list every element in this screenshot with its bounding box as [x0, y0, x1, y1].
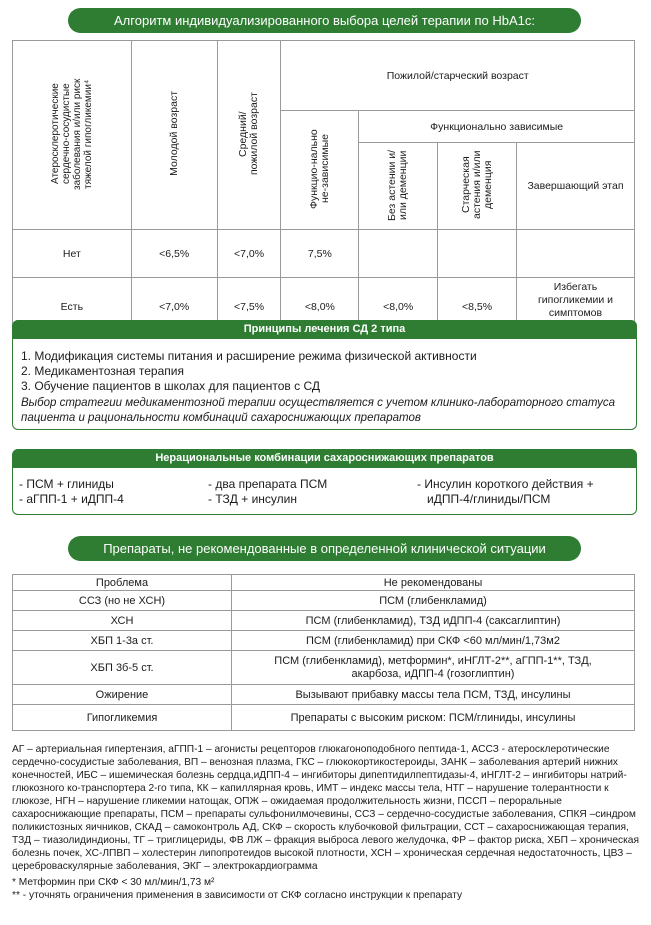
irrational-title: Нерациональные комбинации сахароснижающих препаратов: [13, 449, 636, 468]
cell-drugs: Вызывают прибавку массы тела ПСМ, ТЗД, инсулины: [232, 685, 635, 705]
cell-middle: <7,5%: [217, 278, 281, 336]
row-label: Нет: [13, 230, 132, 278]
list-item: - два препарата ПСМ: [208, 477, 328, 491]
header-middle: [217, 41, 281, 230]
irrational-col2: [208, 477, 327, 507]
header-func-indep-text: Функцио-нально не-зависимые: [307, 128, 331, 209]
cell-final: [516, 230, 634, 278]
principles-note: Выбор стратегии медикаментозной терапии осуществляется с учетом клинико-лабораторного статуса пациента и рациональности комбинаций сахароснижающих препаратов: [21, 397, 616, 424]
list-item: - Инсулин короткого действия +: [417, 477, 594, 491]
header-no-asthenia: [359, 143, 438, 230]
not-recommended-table: [12, 574, 635, 731]
header-func-indep: [281, 111, 359, 230]
cell-drugs: ПСМ (глибенкламид), ТЗД иДПП-4 (саксаглиптин): [232, 611, 635, 631]
cell-no-asthenia: [359, 230, 438, 278]
cell-drugs: Препараты с высоким риском: ПСМ/глиниды, инсулины: [232, 705, 635, 731]
cell-young: <6,5%: [131, 230, 217, 278]
algorithm-title: [68, 8, 581, 33]
cell-problem: Гипогликемия: [13, 705, 232, 731]
footnotes: [12, 743, 640, 902]
cell-func-indep: 7,5%: [281, 230, 359, 278]
cell-problem: ХБП 3б-5 ст.: [13, 651, 232, 685]
list-item: - ТЗД + инсулин: [208, 492, 297, 506]
header-final: Завершающий этап: [516, 143, 634, 230]
cell-drugs: ПСМ (глибенкламид) при СКФ <60 мл/мин/1,73м2: [232, 631, 635, 651]
cell-problem: ХБП 1-3а ст.: [13, 631, 232, 651]
table-row: [13, 685, 635, 705]
not-recommended-title: [68, 536, 581, 561]
header-elderly: Пожилой/старческий возраст: [281, 41, 635, 111]
header-young: [131, 41, 217, 230]
abbreviations-text: АГ – артериальная гипертензия, аГПП-1 – агонисты рецепторов глюкагоноподобного пептида-1, АССЗ - атеросклеротические сердечно-сосудистые заболевания, ВП – венозная плазма, ГКС – глюкокортикостероиды, ЗАНК – заболевания артерий нижних конечностей, ИБС – ишемическая болезнь сердца,иДПП-4 – ингибиторы дипептидилпептидазы-4, иНГЛТ-2 – ингибиторы натрий-глюкозного ко-транспортера 2-го типа, КК – капиллярная кровь, ИМТ – индекс массы тела, НТГ – нарушение толерантности к глюкозе, НГН – нарушение гликемии натощак, ОПЖ – ожидаемая продолжительность жизни, ПССП – пероральные сахароснижающие препараты, ПСМ – препараты сульфонилмочевины, ССЗ – сердечно-сосудистые заболевания, СПКЯ –синдром поликистозных яичников, СКАД – самоконтроль АД, СКФ – скорость клубочковой фильтрации, ССТ – сахароснижающая терапия, ТЗД – тиазолидиндионы, ТГ – триглицериды, ФВ ЛЖ – фракция выброса левого желудочка, ФР – фактор риска, ХБП – хроническая болезнь почек, ХС-ЛПВП – холестерин липопротеидов высокой плотности, ХСН – хроническая сердечная недостаточность, ЦВЗ – цереброваскулярные заболевания, ЭКГ – электрокардиограмма: [12, 744, 639, 872]
list-item: 3. Обучение пациентов в школах для пациентов с СД: [21, 379, 320, 393]
principles-title: Принципы лечения СД 2 типа: [13, 320, 636, 339]
header-problem: Проблема: [13, 575, 232, 591]
table-row: [13, 611, 635, 631]
cell-young: <7,0%: [131, 278, 217, 336]
list-item: - ПСМ + глиниды: [19, 477, 114, 491]
algorithm-title-text: Алгоритм индивидуализированного выбора целей терапии по HbA1c:: [114, 13, 535, 28]
table-row: [13, 230, 635, 278]
cell-no-asthenia: <8,0%: [359, 278, 438, 336]
cell-asthenia: <8,5%: [438, 278, 517, 336]
table-row: [13, 651, 635, 685]
irrational-box: [12, 449, 637, 515]
table-row: [13, 631, 635, 651]
header-risk: [13, 41, 132, 230]
principles-list: [21, 349, 477, 394]
cell-drugs: ПСМ (глибенкламид): [232, 591, 635, 611]
list-item: 1. Модификация системы питания и расширение режима физической активности: [21, 349, 477, 363]
header-drugs: Не рекомендованы: [232, 575, 635, 591]
header-asthenia: [438, 143, 517, 230]
footnote-star1: * Метформин при СКФ < 30 мл/мин/1,73 м²: [12, 877, 215, 888]
cell-problem: ХСН: [13, 611, 232, 631]
header-middle-text: Средний/ пожилой возраст: [237, 92, 260, 175]
table-row: [13, 705, 635, 731]
hba1c-targets-table: [12, 40, 635, 336]
cell-drugs: ПСМ (глибенкламид), метформин*, иНГЛТ-2**, аГПП-1**, ТЗД, акарбоза, иДПП-4 (гозоглиптин): [232, 651, 635, 685]
cell-problem: Ожирение: [13, 685, 232, 705]
footnote-star2: ** - уточнять ограничения применения в зависимости от СКФ согласно инструкции к препарату: [12, 890, 463, 901]
cell-asthenia: [438, 230, 517, 278]
irrational-col1: [19, 477, 124, 507]
cell-final: Избегать гипогликемии и симптомов: [516, 278, 634, 336]
cell-problem: ССЗ (но не ХСН): [13, 591, 232, 611]
not-recommended-title-text: Препараты, не рекомендованные в определенной клинической ситуации: [103, 541, 546, 556]
header-risk-text: Атеросклеротические сердечно-сосудистые заболевания и/или риск тяжелой гипогликемии⁴: [49, 77, 94, 190]
list-item: - аГПП-1 + иДПП-4: [19, 492, 124, 506]
list-item: иДПП-4/глиниды/ПСМ: [427, 492, 551, 506]
header-func-dep: Функционально зависимые: [359, 111, 635, 143]
header-no-asthenia-text: Без астении и/или деменции: [386, 148, 410, 221]
list-item: 2. Медикаментозная терапия: [21, 364, 184, 378]
header-young-text: Молодой возраст: [167, 91, 180, 176]
cell-middle: <7,0%: [217, 230, 281, 278]
table-row: [13, 591, 635, 611]
cell-func-indep: <8,0%: [281, 278, 359, 336]
irrational-col3: [417, 477, 594, 507]
header-asthenia-text: Старческая астения и/или деменция: [459, 150, 494, 219]
principles-box: [12, 320, 637, 430]
row-label: Есть: [13, 278, 132, 336]
